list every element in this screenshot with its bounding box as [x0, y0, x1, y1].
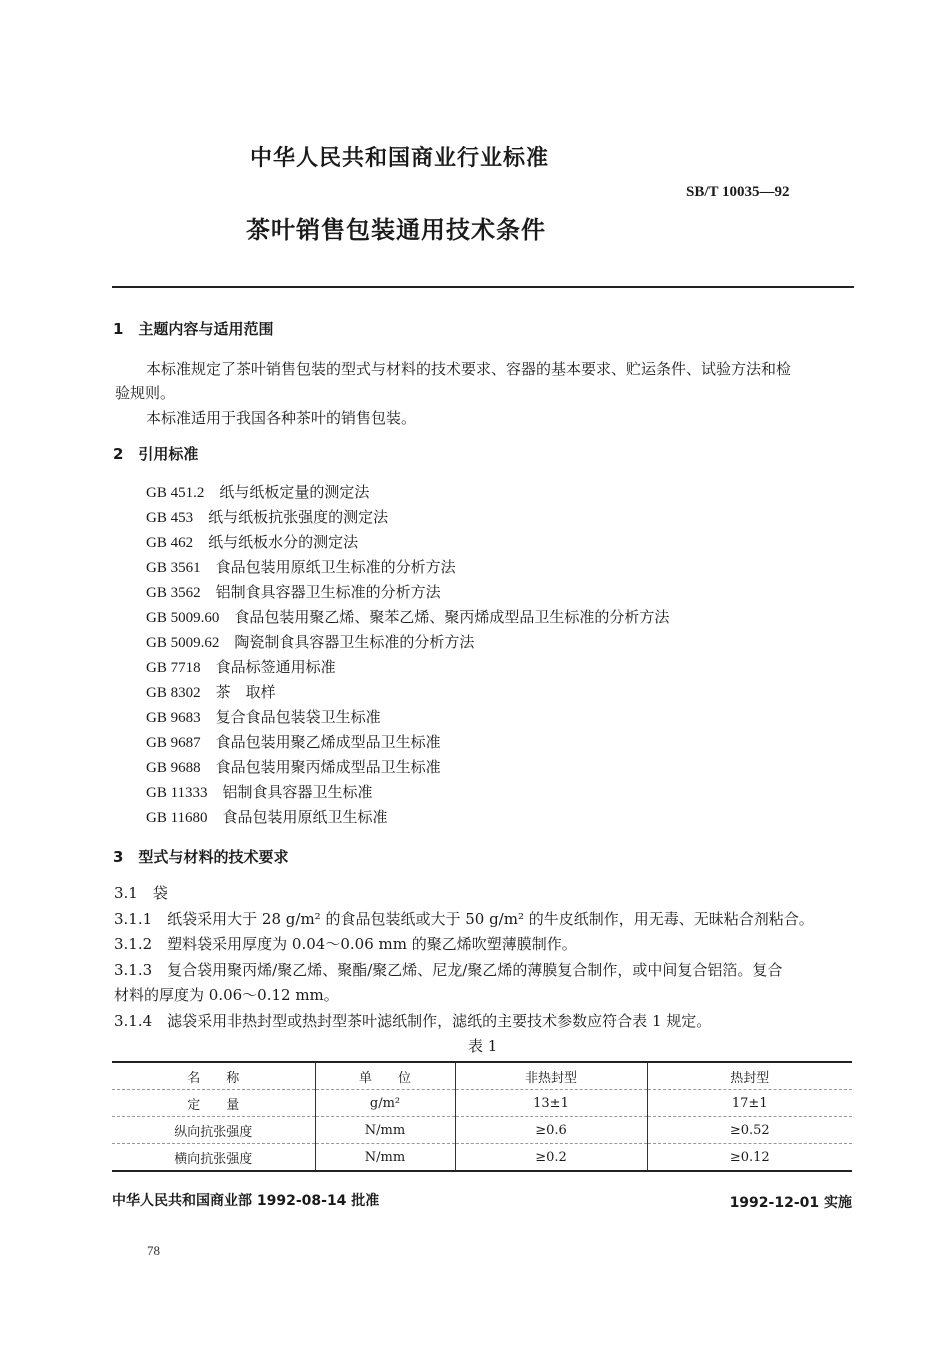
table-cell: 13±1 [455, 1090, 647, 1117]
table-cell: 横向抗张强度 [112, 1144, 315, 1172]
reference-code: GB 3561 [146, 560, 201, 576]
reference-item [146, 556, 456, 577]
reference-code: GB 11333 [146, 785, 208, 801]
reference-item [146, 481, 369, 502]
table-cell: N/mm [315, 1117, 455, 1144]
reference-title: 食品包装用聚丙烯成型品卫生标准 [215, 758, 441, 776]
reference-item [146, 806, 388, 827]
table-row [112, 1117, 852, 1144]
reference-item [146, 606, 669, 627]
section-1-paragraph-1b: 验规则。 [115, 384, 176, 402]
reference-code: GB 451.2 [146, 485, 205, 501]
reference-title: 纸与纸板抗张强度的测定法 [208, 508, 389, 526]
table-cell: ≥0.6 [455, 1117, 647, 1144]
reference-item [146, 681, 276, 702]
reference-title: 纸与纸板水分的测定法 [208, 533, 359, 551]
reference-title: 食品包装用原纸卫生标准 [222, 808, 388, 826]
reference-code: GB 9687 [146, 735, 201, 751]
table-header-cell: 热封型 [647, 1062, 852, 1090]
section-3-heading: 3 型式与材料的技术要求 [113, 848, 289, 866]
reference-item [146, 781, 373, 802]
reference-title: 纸与纸板定量的测定法 [219, 483, 370, 501]
clause-3-1: 3.1 袋 [114, 884, 168, 902]
reference-title: 复合食品包装袋卫生标准 [215, 708, 381, 726]
standard-number: SB/T 10035—92 [686, 184, 790, 200]
table-header-cell: 名 称 [112, 1062, 315, 1090]
reference-code: GB 9683 [146, 710, 201, 726]
clause-3-1-4: 3.1.4 滤袋采用非热封型或热封型茶叶滤纸制作，滤纸的主要技术参数应符合表 1 规定。 [114, 1012, 712, 1030]
reference-title: 铝制食具容器卫生标准的分析方法 [215, 583, 441, 601]
reference-title: 茶 取样 [215, 683, 276, 701]
reference-code: GB 5009.62 [146, 635, 220, 651]
effective-date: 1992-12-01 实施 [729, 1195, 852, 1211]
clause-3-1-3a: 3.1.3 复合袋用聚丙烯/聚乙烯、聚酯/聚乙烯、尼龙/聚乙烯的薄膜复合制作，或中间复合铝箔。复合 [114, 961, 783, 979]
table-row [112, 1144, 852, 1172]
table-cell: 定 量 [112, 1090, 315, 1117]
header-divider [112, 286, 854, 288]
table-header-cell: 非热封型 [455, 1062, 647, 1090]
table-1-caption: 表 1 [468, 1037, 498, 1055]
reference-code: GB 9688 [146, 760, 201, 776]
clause-3-1-3b: 材料的厚度为 0.06～0.12 mm。 [114, 986, 339, 1004]
clause-3-1-1: 3.1.1 纸袋采用大于 28 g/m² 的食品包装纸或大于 50 g/m² 的牛皮纸制作，用无毒、无昧粘合剂粘合。 [114, 910, 814, 928]
reference-code: GB 7718 [146, 660, 201, 676]
reference-title: 食品包装用原纸卫生标准的分析方法 [215, 558, 456, 576]
reference-item [146, 706, 381, 727]
reference-item [146, 631, 474, 652]
table-cell: N/mm [315, 1144, 455, 1172]
document-title: 茶叶销售包装通用技术条件 [246, 216, 546, 244]
reference-item [146, 756, 441, 777]
page-number: 78 [147, 1243, 160, 1258]
table-cell: ≥0.2 [455, 1144, 647, 1172]
reference-code: GB 8302 [146, 685, 201, 701]
reference-item [146, 506, 388, 527]
table-cell: 纵向抗张强度 [112, 1117, 315, 1144]
reference-code: GB 5009.60 [146, 610, 220, 626]
clause-3-1-2: 3.1.2 塑料袋采用厚度为 0.04～0.06 mm 的聚乙烯吹塑薄膜制作。 [114, 935, 577, 953]
approval-line: 中华人民共和国商业部 1992-08-14 批准 [112, 1193, 380, 1209]
reference-title: 食品标签通用标准 [215, 658, 336, 676]
reference-code: GB 453 [146, 510, 194, 526]
reference-item [146, 731, 441, 752]
section-1-paragraph-2: 本标准适用于我国各种茶叶的销售包装。 [146, 409, 417, 427]
section-1-heading: 1 主题内容与适用范围 [113, 320, 274, 338]
table-1 [112, 1061, 852, 1172]
reference-code: GB 11680 [146, 810, 208, 826]
reference-code: GB 462 [146, 535, 194, 551]
table-cell: g/m² [315, 1090, 455, 1117]
reference-title: 铝制食具容器卫生标准 [222, 783, 373, 801]
reference-title: 陶瓷制食具容器卫生标准的分析方法 [234, 633, 475, 651]
table-cell: 17±1 [647, 1090, 852, 1117]
table-header-row [112, 1062, 852, 1090]
table-header-cell: 单 位 [315, 1062, 455, 1090]
reference-item [146, 581, 441, 602]
reference-code: GB 3562 [146, 585, 201, 601]
section-2-heading: 2 引用标准 [113, 445, 199, 463]
reference-item [146, 656, 336, 677]
reference-title: 食品包装用聚乙烯成型品卫生标准 [215, 733, 441, 751]
table-cell: ≥0.12 [647, 1144, 852, 1172]
table-cell: ≥0.52 [647, 1117, 852, 1144]
reference-item [146, 531, 358, 552]
reference-title: 食品包装用聚乙烯、聚苯乙烯、聚丙烯成型品卫生标准的分析方法 [234, 608, 670, 626]
section-1-paragraph-1a: 本标准规定了茶叶销售包装的型式与材料的技术要求、容器的基本要求、贮运条件、试验方法和检 [146, 360, 792, 378]
standard-category: 中华人民共和国商业行业标准 [250, 146, 550, 171]
table-row [112, 1090, 852, 1117]
